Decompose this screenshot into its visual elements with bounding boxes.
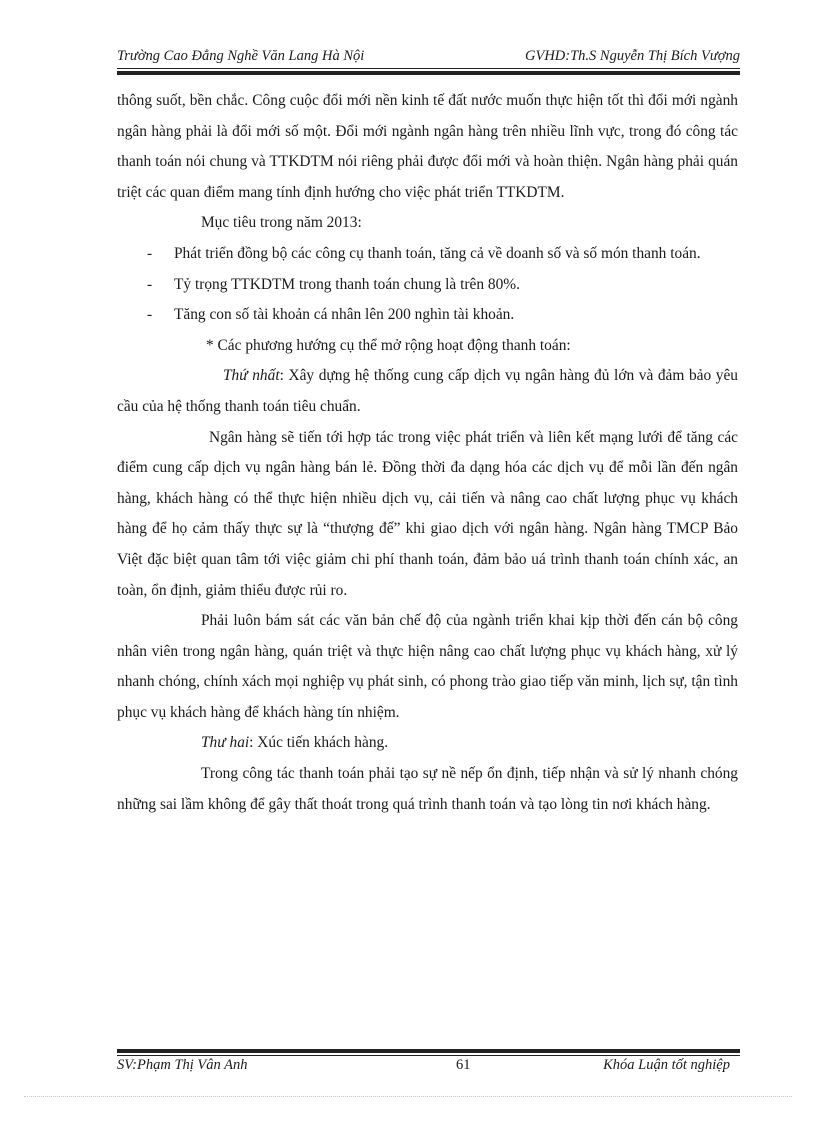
bullet-text: Tăng con số tài khoản cá nhân lên 200 nghìn tài khoản. — [174, 306, 515, 324]
header-supervisor: GVHD:Th.S Nguyễn Thị Bích Vượng — [524, 48, 740, 64]
bullet-item — [117, 239, 738, 270]
bullet-dash: - — [147, 275, 153, 293]
header-rule-thin — [117, 68, 740, 69]
footer-student-name: SV:Phạm Thị Vân Anh — [117, 1057, 248, 1073]
bullet-item — [117, 300, 738, 331]
page-bottom-dotted-line — [24, 1096, 792, 1097]
paragraph-second — [117, 728, 738, 759]
paragraph-regulations: Phải luôn bám sát các văn bản chế độ của ngành triển khai kịp thời đến cán bộ công nhân viên trong ngân hàng, quán triệt và thực hiện nâng cao chất lượng phục vụ khách hàng, xử lý nhanh chóng, chính xách mọi nghiệp vụ phát sinh, có phong trào giao tiếp văn minh, lịch sự, tận tình phục vụ khách hàng để khách hàng tín nhiệm. — [117, 612, 738, 721]
page-header — [117, 48, 740, 68]
bullet-text: Tỷ trọng TTKDTM trong thanh toán chung là trên 80%. — [174, 275, 520, 293]
paragraph-goals-heading: Mục tiêu trong năm 2013: — [201, 214, 362, 232]
bullet-dash: - — [147, 306, 153, 324]
paragraph-intro: thông suốt, bền chắc. Công cuộc đổi mới nền kinh tế đất nước muốn thực hiện tốt thì đổi mới ngành ngân hàng phải là đổi mới số một. Đổi mới ngành ngân hàng trên nhiều lĩnh vực, trong đó công tác thanh toán nói chung và TTKDTM nói riêng phải được đổi mới và hoàn thiện. Ngân hàng phải quán triệt các quan điểm mang tính định hướng cho việc phát triển TTKDTM. — [117, 92, 738, 201]
first-text: : Xây dựng hệ thống cung cấp dịch vụ ngân hàng đủ lớn và đảm bảo yêu cầu của hệ thống thanh toán tiêu chuẩn. — [117, 367, 738, 415]
page-footer — [117, 1057, 740, 1077]
page-number: 61 — [456, 1057, 471, 1073]
paragraph-directions-heading: * Các phương hướng cụ thể mở rộng hoạt động thanh toán: — [206, 336, 571, 354]
first-label: Thứ nhất — [223, 367, 280, 385]
page-body — [117, 86, 738, 820]
paragraph-first — [117, 361, 738, 422]
header-rule-thick — [117, 71, 740, 75]
footer-thesis-title: Khóa Luận tốt nghiệp — [603, 1057, 730, 1073]
second-label: Thư hai — [201, 734, 250, 752]
paragraph-bank-cooperation: Ngân hàng sẽ tiến tới hợp tác trong việc phát triển và liên kết mạng lưới để tăng các điểm cung cấp dịch vụ ngân hàng bán lẻ. Đồng thời đa dạng hóa các dịch vụ để mỗi lần đến ngân hàng, khách hàng có thể thực hiện nhiều dịch vụ, cải tiến và nâng cao chất lượng phục vụ khách hàng để họ cảm thấy thực sự là “thượng đế” khi giao dịch với ngân hàng. Ngân hàng TMCP Bảo Việt đặc biệt quan tâm tới việc giảm chi phí thanh toán, đảm bảo uá trình thanh toán chính xác, an toàn, ổn định, giảm thiểu được rủi ro. — [117, 428, 738, 599]
footer-rule-thick — [117, 1049, 740, 1053]
bullet-dash: - — [147, 244, 153, 262]
bullet-item — [117, 270, 738, 301]
second-text: : Xúc tiến khách hàng. — [249, 734, 389, 752]
bullet-text: Phát triển đồng bộ các công cụ thanh toán, tăng cả về doanh số và số món thanh toán. — [174, 244, 701, 262]
footer-rule-thin — [117, 1055, 740, 1056]
header-school-name: Trường Cao Đẳng Nghề Văn Lang Hà Nội — [117, 48, 365, 64]
paragraph-payment-work: Trong công tác thanh toán phải tạo sự nề nếp ổn định, tiếp nhận và sử lý nhanh chóng những sai lầm không để gây thất thoát trong quá trình thanh toán và tạo lòng tin nơi khách hàng. — [117, 765, 738, 813]
